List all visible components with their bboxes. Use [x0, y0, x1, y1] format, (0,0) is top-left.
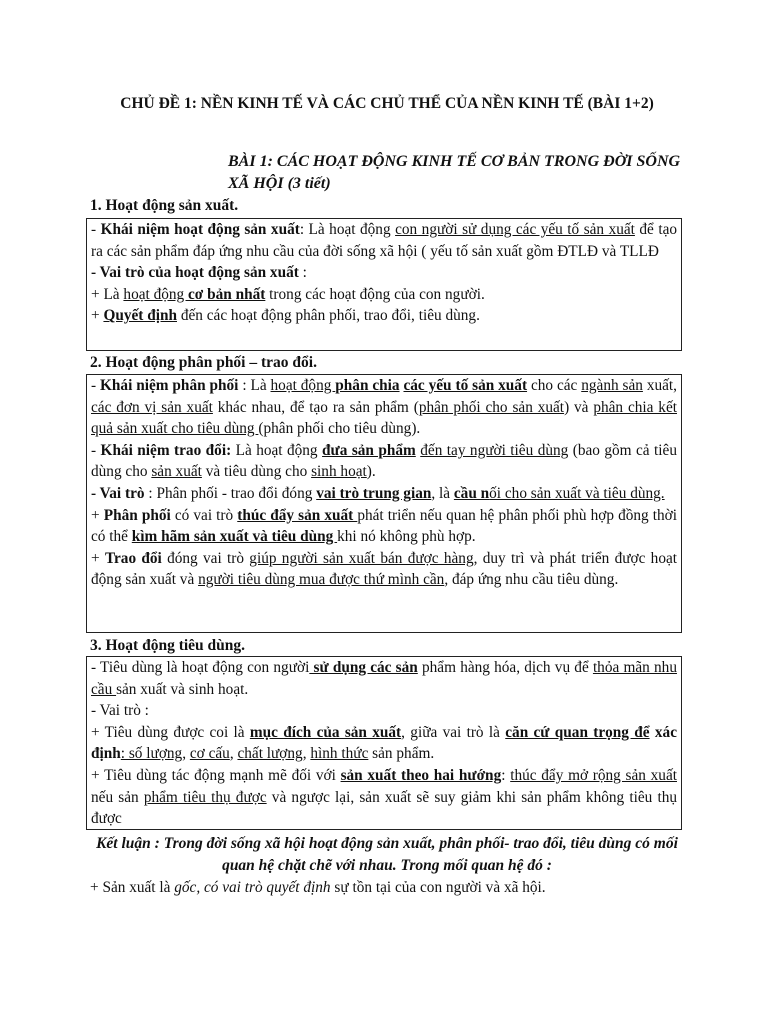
section-1-heading: 1. Hoạt động sản xuất.	[90, 197, 239, 214]
s1-role-1: + Là hoạt động cơ bản nhất trong các hoạt động của con người.	[91, 285, 485, 303]
s1-role-heading: - Vai trò của hoạt động sản xuất :	[91, 264, 307, 282]
s3-role-2: + Tiêu dùng tác động mạnh mẽ đối với sản xuất theo hai hướng: thúc đẩy mở rộng sản xuất nếu sản phẩm tiêu thụ được và ngược lại, sản xuất sẽ suy giảm khi sản phẩm không tiêu thụ được	[91, 766, 677, 828]
conclusion: Kết luận : Trong đời sống xã hội hoạt động sản xuất, phân phối- trao đổi, tiêu dùng có mối quan hệ chặt chẽ với nhau. Trong mối quan hệ đó :	[96, 835, 678, 874]
s2-exchange-definition: - Khái niệm trao đổi: Là hoạt động đưa sản phẩm đến tay người tiêu dùng (bao gồm cả tiêu dùng cho sản xuất và tiêu dùng cho sinh hoạt).	[91, 441, 677, 481]
section-1-box	[86, 218, 682, 351]
section-3-box	[86, 656, 682, 830]
document-title: CHỦ ĐỀ 1: NỀN KINH TẾ VÀ CÁC CHỦ THỂ CỦA NỀN KINH TẾ (BÀI 1+2)	[120, 95, 654, 112]
s2-role-distribution: + Phân phối có vai trò thúc đẩy sản xuất phát triển nếu quan hệ phân phối phù hợp đồng thời có thể kìm hãm sản xuất và tiêu dùng khi nó không phù hợp.	[91, 506, 678, 546]
s1-role-2: + Quyết định đến các hoạt động phân phối, trao đổi, tiêu dùng.	[91, 307, 480, 325]
section-2-box	[86, 374, 682, 633]
lesson-title: BÀI 1: CÁC HOẠT ĐỘNG KINH TẾ CƠ BẢN TRONG ĐỜI SỐNG XÃ HỘI (3 tiết)	[228, 153, 681, 192]
s3-role-1: + Tiêu dùng được coi là mục đích của sản xuất, giữa vai trò là căn cứ quan trọng để xác định: số lượng, cơ cấu, chất lượng, hình thức sản phẩm.	[91, 723, 677, 763]
s3-definition: - Tiêu dùng là hoạt động con người sử dụng các sản phẩm hàng hóa, dịch vụ để thỏa mãn nhu cầu sản xuất và sinh hoạt.	[91, 659, 677, 698]
s2-role-exchange: + Trao đổi đóng vai trò giúp người sản xuất bán được hàng, duy trì và phát triển được hoạt động sản xuất và người tiêu dùng mua được thứ mình cần, đáp ứng nhu cầu tiêu dùng.	[91, 549, 678, 589]
s3-role-heading: - Vai trò :	[91, 702, 149, 720]
section-3-heading: 3. Hoạt động tiêu dùng.	[90, 637, 246, 654]
s1-definition: - Khái niệm hoạt động sản xuất: Là hoạt động con người sử dụng các yếu tố sản xuất để tạo ra các sản phẩm đáp ứng nhu cầu của đời sống xã hội ( yếu tố sản xuất gồm ĐTLĐ và TLLĐ	[91, 221, 678, 260]
s2-role: - Vai trò : Phân phối - trao đổi đóng vai trò trung gian, là cầu nối cho sản xuất và tiêu dùng.	[91, 484, 665, 502]
s2-distribution-definition: - Khái niệm phân phối : Là hoạt động phân chia các yếu tố sản xuất cho các ngành sản xuất, các đơn vị sản xuất khác nhau, để tạo ra sản phẩm (phân phối cho sản xuất) và phân chia kết quả sản xuất cho tiêu dùng (phân phối cho tiêu dùng).	[91, 377, 677, 438]
conclusion-point: + Sản xuất là gốc, có vai trò quyết định sự tồn tại của con người và xã hội.	[90, 879, 546, 896]
section-2-heading: 2. Hoạt động phân phối – trao đổi.	[90, 354, 317, 371]
